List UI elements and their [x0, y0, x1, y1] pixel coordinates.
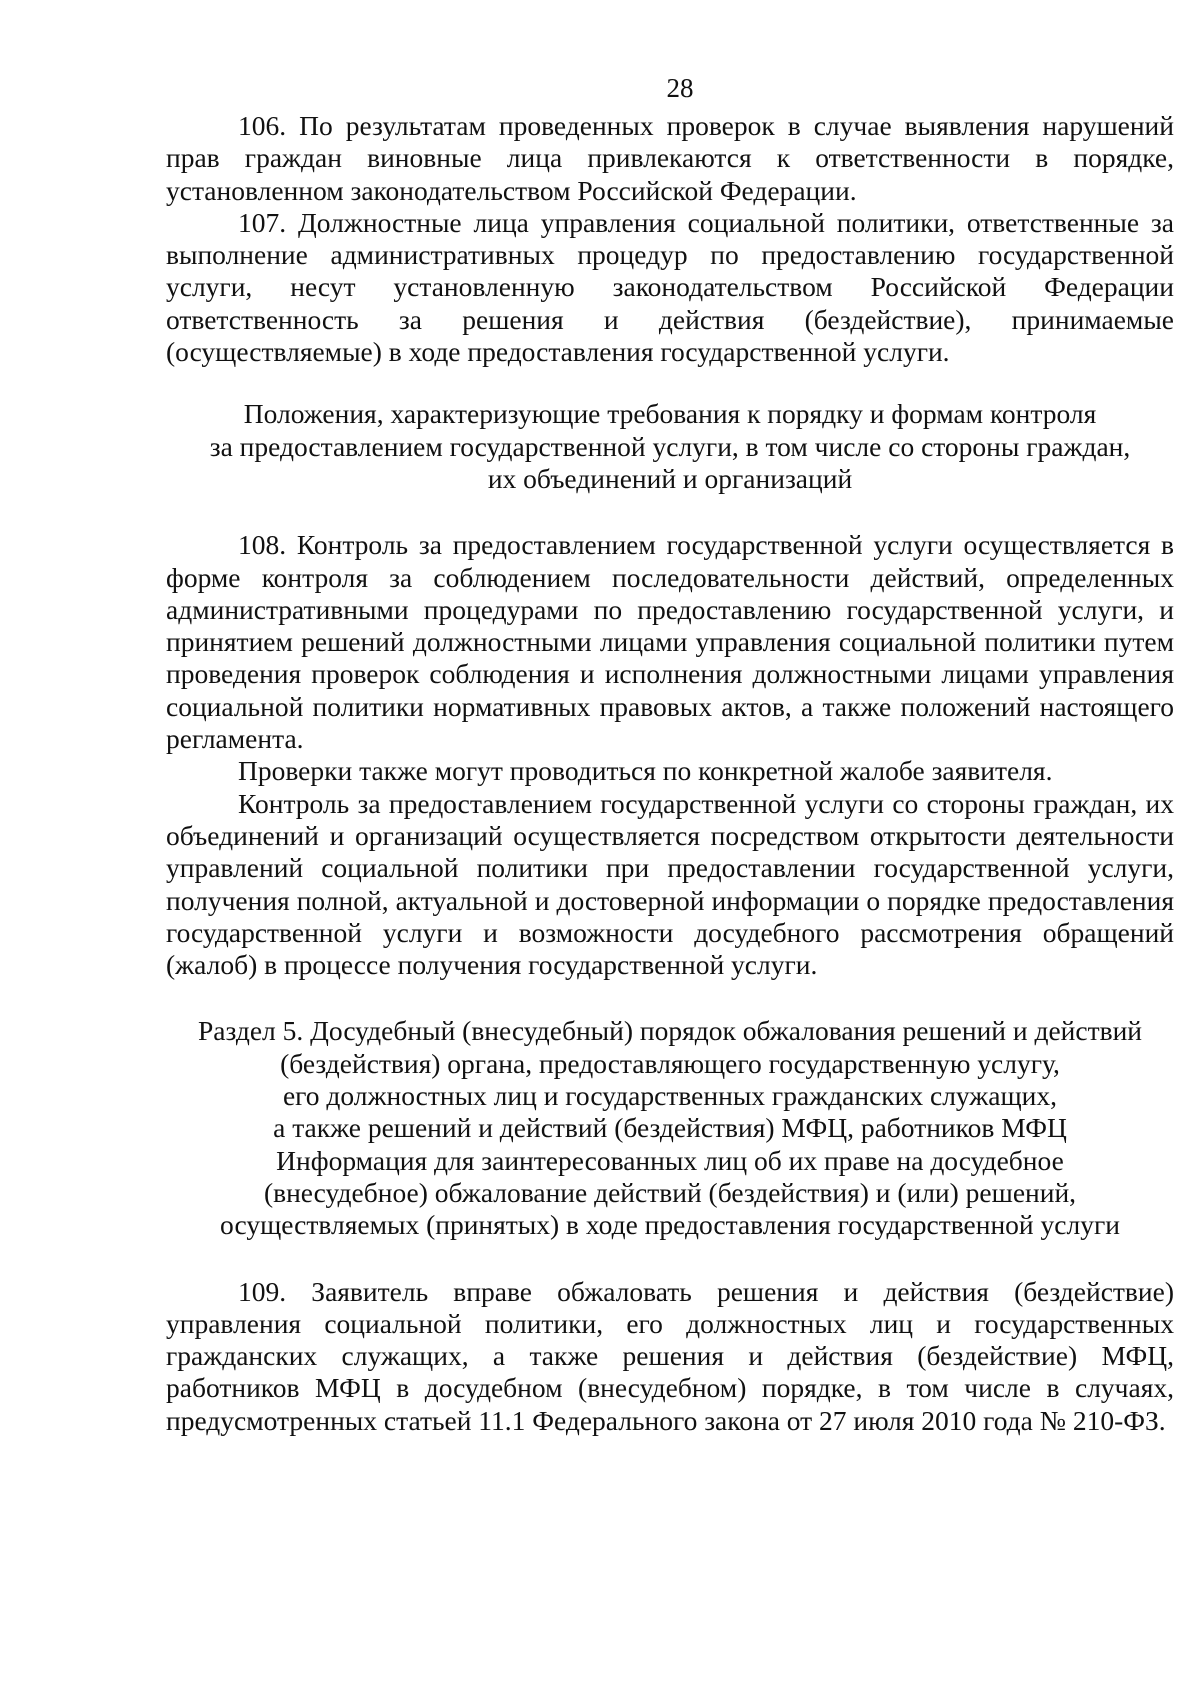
heading-line: Информация для заинтересованных лиц об их праве на досудебное — [276, 1144, 1064, 1176]
paragraph-106: 106. По результатам проведенных проверок в случае выявления нарушений прав граждан виновные лица привлекаются к ответственности в порядке, установленном законодательством Российской Федерации. — [166, 110, 1174, 206]
heading-line: за предоставлением государственной услуги, в том числе со стороны граждан, — [209, 430, 1131, 462]
heading-line: его должностных лиц и государственных гражданских служащих, — [282, 1080, 1058, 1112]
heading-line: (бездействия) органа, предоставляющего государственную услугу, — [280, 1047, 1060, 1079]
page-number: 28 — [666, 73, 694, 103]
heading-line: а также решений и действий (бездействия) МФЦ, работников МФЦ — [273, 1112, 1067, 1144]
section-heading-appeal — [166, 1015, 1174, 1241]
paragraph-109: 109. Заявитель вправе обжаловать решения и действия (бездействие) управления социальной политики, его должностных лиц и государственных гражданских служащих, а также решения и действия (бездействие) МФЦ, работников МФЦ в досудебном (внесудебном) порядке, в том числе в случаях, предусмотренных статьей 11.1 Федерального закона от 27 июля 2010 года № 210-ФЗ. — [166, 1275, 1174, 1436]
paragraph-108: 108. Контроль за предоставлением государственной услуги осуществляется в форме контроля за соблюдением последовательности действий, определенных административными процедурами по предоставлению государственной услуги, и принятием решений должностными лицами управления социальной политики путем проведения проверок соблюдения и исполнения должностными лицами управления социальной политики нормативных правовых актов, а также положений настоящего регламента. — [166, 529, 1174, 755]
document-page — [166, 72, 1174, 1437]
heading-line: их объединений и организаций — [487, 462, 853, 494]
heading-line: Положения, характеризующие требования к порядку и формам контроля — [243, 398, 1097, 430]
paragraph-inspections: Проверки также могут проводиться по конкретной жалобе заявителя. — [238, 755, 1053, 787]
paragraph-public-control: Контроль за предоставлением государственной услуги со стороны граждан, их объединений и организаций осуществляется посредством открытости деятельности управлений социальной политики при предоставлении государственной услуги, получения полной, актуальной и достоверной информации о порядке предоставления государственной услуги и возможности досудебного рассмотрения обращений (жалоб) в процессе получения государственной услуги. — [166, 787, 1174, 981]
heading-line: Раздел 5. Досудебный (внесудебный) порядок обжалования решений и действий — [197, 1015, 1143, 1047]
heading-line: осуществляемых (принятых) в ходе предоставления государственной услуги — [220, 1209, 1120, 1241]
paragraph-107: 107. Должностные лица управления социальной политики, ответственные за выполнение административных процедур по предоставлению государственной услуги, несут установленную законодательством Российской Федерации ответственность за решения и действия (бездействие), принимаемые (осуществляемые) в ходе предоставления государственной услуги. — [166, 206, 1174, 368]
heading-line: (внесудебное) обжалование действий (бездействия) и (или) решений, — [263, 1176, 1077, 1208]
section-heading-control — [166, 398, 1174, 495]
